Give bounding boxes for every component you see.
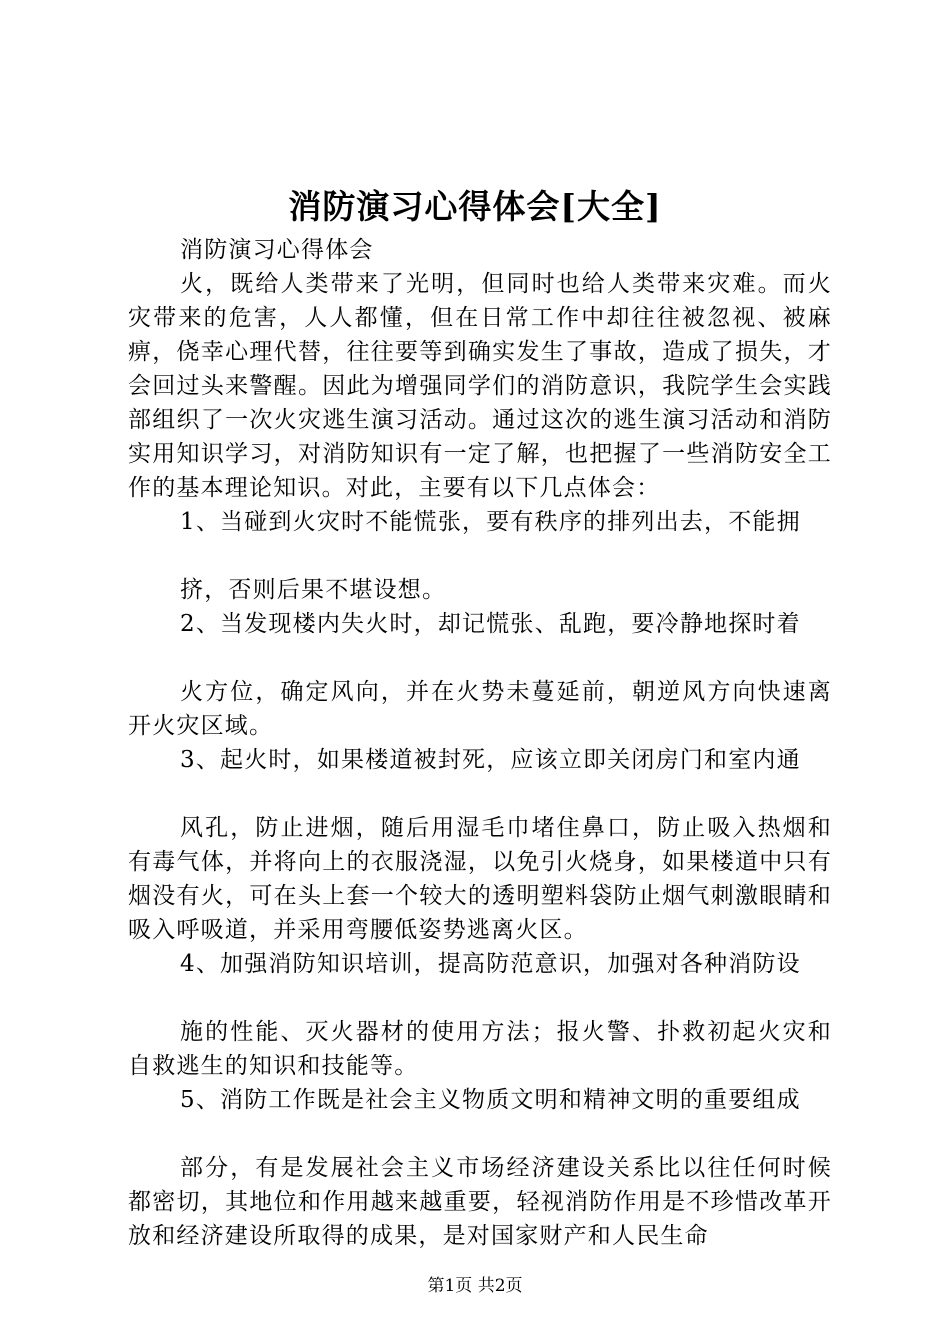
document-body [128, 233, 832, 1253]
list-item-2-body: 火方位，确定风向，并在火势未蔓延前，朝逆风方向快速离开火灾区域。 [128, 679, 832, 739]
list-item-2-head: 2、当发现楼内失火时，却记慌张、乱跑，要冷静地探时着 [180, 611, 801, 637]
list-item-3-head: 3、起火时，如果楼道被封死，应该立即关闭房门和室内通 [180, 747, 801, 773]
document-title: 消防演习心得体会[大全] [288, 187, 662, 226]
list-item-1-head: 1、当碰到火灾时不能慌张，要有秩序的排列出去，不能拥 [180, 509, 801, 535]
list-item-3-body: 风孔，防止进烟，随后用湿毛巾堵住鼻口，防止吸入热烟和有毒气体，并将向上的衣服浇湿，以免引火烧身，如果楼道中只有烟没有火，可在头上套一个较大的透明塑料袋防止烟气刺激眼睛和吸入呼吸道，并采用弯腰低姿势逃离火区。 [128, 815, 832, 943]
intro-paragraph: 火，既给人类带来了光明，但同时也给人类带来灾难。而火灾带来的危害，人人都懂，但在日常工作中却往往被忽视、被麻痹，侥幸心理代替，往往要等到确实发生了事故，造成了损失，才会回过头来警醒。因此为增强同学们的消防意识，我院学生会实践部组织了一次火灾逃生演习活动。通过这次的逃生演习活动和消防实用知识学习，对消防知识有一定了解，也把握了一些消防安全工作的基本理论知识。对此，主要有以下几点体会： [128, 271, 832, 501]
list-item-5-head: 5、消防工作既是社会主义物质文明和精神文明的重要组成 [180, 1087, 801, 1113]
list-item-1-body: 挤，否则后果不堪设想。 [180, 577, 447, 603]
list-item-4-head: 4、加强消防知识培训，提高防范意识，加强对各种消防设 [180, 951, 801, 977]
list-item-5-body: 部分，有是发展社会主义市场经济建设关系比以往任何时候都密切，其地位和作用越来越重要，轻视消防作用是不珍惜改革开放和经济建设所取得的成果，是对国家财产和人民生命 [128, 1155, 832, 1249]
list-item-4-body: 施的性能、灭火器材的使用方法；报火警、扑救初起火灾和自救逃生的知识和技能等。 [128, 1019, 832, 1079]
document-subtitle: 消防演习心得体会 [180, 237, 374, 263]
page-footer: 第1页 共2页 [427, 1276, 523, 1296]
